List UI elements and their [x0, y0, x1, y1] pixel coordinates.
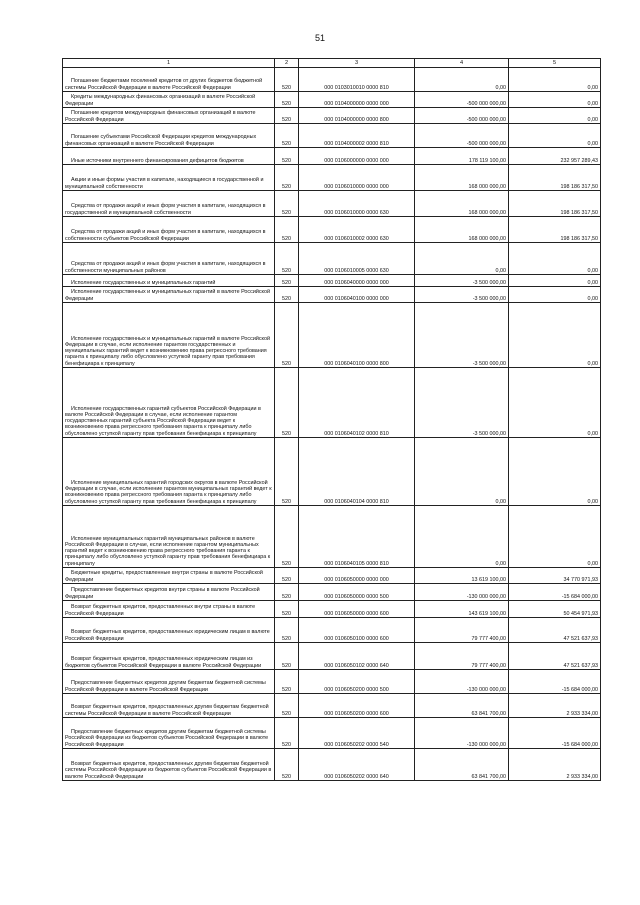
row-executed-amount-cell: 0,00	[509, 243, 601, 275]
table-row	[63, 148, 601, 165]
row-name-cell: Возврат бюджетных кредитов, предоставленных юридическим лицам в валюте Российской Федерации	[63, 618, 275, 643]
page-number: 51	[314, 33, 325, 43]
table-row	[63, 217, 601, 243]
row-approved-amount-cell: 143 619 100,00	[415, 601, 509, 618]
row-admin-code-cell: 520	[275, 148, 299, 165]
header-col-4: 4	[415, 59, 509, 68]
row-budget-code-cell: 000 0106010002 0000 630	[299, 217, 415, 243]
row-executed-amount-cell: 47 521 637,93	[509, 643, 601, 670]
row-budget-code-cell: 000 0106010000 0000 630	[299, 191, 415, 217]
row-executed-amount-cell: -15 684 000,00	[509, 670, 601, 694]
row-approved-amount-cell: -130 000 000,00	[415, 584, 509, 601]
row-budget-code-cell: 000 0106040104 0000 810	[299, 438, 415, 506]
row-executed-amount-cell: 0,00	[509, 368, 601, 438]
row-name-cell: Погашение кредитов международных финансовых организаций в валюте Российской Федерации	[63, 108, 275, 124]
table-row	[63, 506, 601, 568]
row-name-cell: Исполнение государственных и муниципальных гарантий в валюте Российской Федерации	[63, 287, 275, 303]
row-approved-amount-cell: 0,00	[415, 506, 509, 568]
row-approved-amount-cell: -130 000 000,00	[415, 718, 509, 749]
row-name-cell: Средства от продажи акций и иных форм участия в капитале, находящихся в собственности субъектов Российской Федерации	[63, 217, 275, 243]
row-admin-code-cell: 520	[275, 749, 299, 781]
row-budget-code-cell: 000 0106040100 0000 000	[299, 287, 415, 303]
row-name-cell: Кредиты международных финансовых организаций в валюте Российской Федерации	[63, 92, 275, 108]
table-row	[63, 618, 601, 643]
row-executed-amount-cell: 2 933 334,00	[509, 694, 601, 718]
table-row	[63, 584, 601, 601]
row-budget-code-cell: 000 0106050102 0000 640	[299, 643, 415, 670]
row-executed-amount-cell: 50 454 971,93	[509, 601, 601, 618]
row-name-cell: Иные источники внутреннего финансирования дефицитов бюджетов	[63, 148, 275, 165]
row-executed-amount-cell: -15 684 000,00	[509, 584, 601, 601]
row-budget-code-cell: 000 0106050000 0000 500	[299, 584, 415, 601]
row-name-cell: Исполнение государственных и муниципальных гарантий	[63, 275, 275, 287]
row-approved-amount-cell: 0,00	[415, 68, 509, 92]
row-budget-code-cell: 000 0106050202 0000 640	[299, 749, 415, 781]
row-approved-amount-cell: -130 000 000,00	[415, 670, 509, 694]
row-admin-code-cell: 520	[275, 191, 299, 217]
row-approved-amount-cell: -3 500 000,00	[415, 287, 509, 303]
row-budget-code-cell: 000 0106050200 0000 500	[299, 670, 415, 694]
table-row	[63, 718, 601, 749]
row-admin-code-cell: 520	[275, 670, 299, 694]
row-admin-code-cell: 520	[275, 217, 299, 243]
row-approved-amount-cell: -3 500 000,00	[415, 368, 509, 438]
row-admin-code-cell: 520	[275, 618, 299, 643]
row-approved-amount-cell: 79 777 400,00	[415, 618, 509, 643]
table-row	[63, 124, 601, 148]
row-executed-amount-cell: 198 186 317,50	[509, 191, 601, 217]
row-approved-amount-cell: 168 000 000,00	[415, 217, 509, 243]
row-approved-amount-cell: 0,00	[415, 438, 509, 506]
row-executed-amount-cell: 0,00	[509, 108, 601, 124]
row-approved-amount-cell: 63 841 700,00	[415, 694, 509, 718]
row-admin-code-cell: 520	[275, 108, 299, 124]
row-budget-code-cell: 000 0106000000 0000 000	[299, 148, 415, 165]
row-budget-code-cell: 000 0106040100 0000 800	[299, 303, 415, 368]
row-executed-amount-cell: 232 957 289,43	[509, 148, 601, 165]
row-name-cell: Исполнение муниципальных гарантий муниципальных районов в валюте Российской Федерации в случае, если исполнение гарантом муниципальных гарантий ведет к возникновению права регрессного требования гаранта к принципалу либо обусловлено уступкой гаранту прав требования бенефициара к принципалу	[63, 506, 275, 568]
row-executed-amount-cell: 0,00	[509, 92, 601, 108]
row-executed-amount-cell: 47 521 637,93	[509, 618, 601, 643]
row-name-cell: Исполнение государственных гарантий субъектов Российской Федерации в валюте Российской Федерации в случае, если исполнение гарантом государственных гарантий субъекта Российской Федерации ведет к возникновению права регрессного требования гаранта к принципалу либо обусловлено уступкой гаранту прав требования бенефициара к принципалу	[63, 368, 275, 438]
row-name-cell: Исполнение муниципальных гарантий городских округов в валюте Российской Федерации в случае, если исполнение гарантом муниципальных гарантий ведет к возникновению права регрессного требования гаранта к принципалу либо обусловлено уступкой гаранту прав требования бенефициара к принципалу	[63, 438, 275, 506]
row-executed-amount-cell: 0,00	[509, 68, 601, 92]
row-budget-code-cell: 000 0104000000 0000 000	[299, 92, 415, 108]
table-row	[63, 287, 601, 303]
row-approved-amount-cell: -500 000 000,00	[415, 92, 509, 108]
row-budget-code-cell: 000 0106040102 0000 810	[299, 368, 415, 438]
table-row	[63, 191, 601, 217]
row-admin-code-cell: 520	[275, 601, 299, 618]
row-admin-code-cell: 520	[275, 303, 299, 368]
row-approved-amount-cell: 79 777 400,00	[415, 643, 509, 670]
row-approved-amount-cell: -3 500 000,00	[415, 275, 509, 287]
row-executed-amount-cell: 0,00	[509, 275, 601, 287]
row-name-cell: Средства от продажи акций и иных форм участия в капитале, находящихся в собственности муниципальных районов	[63, 243, 275, 275]
row-name-cell: Предоставление бюджетных кредитов внутри страны в валюте Российской Федерации	[63, 584, 275, 601]
budget-sources-table	[62, 58, 601, 781]
row-executed-amount-cell: 0,00	[509, 303, 601, 368]
row-budget-code-cell: 000 0106010005 0000 630	[299, 243, 415, 275]
row-name-cell: Погашение субъектами Российской Федерации кредитов международных финансовых организаций в валюте Российской Федерации	[63, 124, 275, 148]
row-name-cell: Предоставление бюджетных кредитов другим бюджетам бюджетной системы Российской Федерации в валюте Российской Федерации	[63, 670, 275, 694]
row-approved-amount-cell: 13 619 100,00	[415, 568, 509, 584]
row-name-cell: Погашение бюджетами поселений кредитов от других бюджетов бюджетной системы Российской Федерации в валюте Российской Федерации	[63, 68, 275, 92]
row-admin-code-cell: 520	[275, 584, 299, 601]
row-executed-amount-cell: 2 933 334,00	[509, 749, 601, 781]
table-body	[63, 68, 601, 781]
row-budget-code-cell: 000 0104000002 0000 810	[299, 124, 415, 148]
row-executed-amount-cell: 0,00	[509, 438, 601, 506]
header-col-2: 2	[275, 59, 299, 68]
row-name-cell: Предоставление бюджетных кредитов другим бюджетам бюджетной системы Российской Федерации из бюджетов субъектов Российской Федерации в валюте Российской Федерации	[63, 718, 275, 749]
row-budget-code-cell: 000 0106050000 0000 000	[299, 568, 415, 584]
row-budget-code-cell: 000 0106050202 0000 540	[299, 718, 415, 749]
row-executed-amount-cell: 198 186 317,50	[509, 217, 601, 243]
row-approved-amount-cell: -3 500 000,00	[415, 303, 509, 368]
table-row	[63, 694, 601, 718]
row-approved-amount-cell: 168 000 000,00	[415, 191, 509, 217]
table-row	[63, 243, 601, 275]
header-col-1: 1	[63, 59, 275, 68]
table-row	[63, 165, 601, 191]
row-admin-code-cell: 520	[275, 643, 299, 670]
row-admin-code-cell: 520	[275, 506, 299, 568]
row-admin-code-cell: 520	[275, 92, 299, 108]
table-row	[63, 643, 601, 670]
table-row	[63, 438, 601, 506]
row-admin-code-cell: 520	[275, 124, 299, 148]
row-admin-code-cell: 520	[275, 718, 299, 749]
row-name-cell: Возврат бюджетных кредитов, предоставленных внутри страны в валюте Российской Федерации	[63, 601, 275, 618]
table-row	[63, 68, 601, 92]
row-admin-code-cell: 520	[275, 694, 299, 718]
table-row	[63, 303, 601, 368]
row-name-cell: Средства от продажи акций и иных форм участия в капитале, находящихся в государственной и муниципальной собственности	[63, 191, 275, 217]
row-approved-amount-cell: 0,00	[415, 243, 509, 275]
row-admin-code-cell: 520	[275, 568, 299, 584]
table-row	[63, 601, 601, 618]
row-executed-amount-cell: 0,00	[509, 287, 601, 303]
row-admin-code-cell: 520	[275, 243, 299, 275]
row-approved-amount-cell: 178 119 100,00	[415, 148, 509, 165]
row-approved-amount-cell: 63 841 700,00	[415, 749, 509, 781]
row-admin-code-cell: 520	[275, 165, 299, 191]
row-name-cell: Бюджетные кредиты, предоставленные внутри страны в валюте Российской Федерации	[63, 568, 275, 584]
row-budget-code-cell: 000 0104000000 0000 800	[299, 108, 415, 124]
table-row	[63, 92, 601, 108]
row-admin-code-cell: 520	[275, 438, 299, 506]
table-header-row	[63, 59, 601, 68]
table-row	[63, 568, 601, 584]
table-row	[63, 368, 601, 438]
row-budget-code-cell: 000 0106040000 0000 000	[299, 275, 415, 287]
row-name-cell: Акции и иные формы участия в капитале, находящиеся в государственной и муниципальной собственности	[63, 165, 275, 191]
row-name-cell: Возврат бюджетных кредитов, предоставленных другим бюджетам бюджетной системы Российской Федерации из бюджетов субъектов Российской Федерации в валюте Российской Федерации	[63, 749, 275, 781]
row-name-cell: Исполнение государственных и муниципальных гарантий в валюте Российской Федерации в случае, если исполнение гарантом государственных и муниципальных гарантий ведет к возникновению права регрессного требования гаранта к принципалу либо обусловлено уступкой гаранту прав требования бенефициара к принципалу	[63, 303, 275, 368]
row-executed-amount-cell: 198 186 317,50	[509, 165, 601, 191]
row-name-cell: Возврат бюджетных кредитов, предоставленных другим бюджетам бюджетной системы Российской Федерации в валюте Российской Федерации	[63, 694, 275, 718]
row-budget-code-cell: 000 0106050000 0000 600	[299, 601, 415, 618]
row-name-cell: Возврат бюджетных кредитов, предоставленных юридическим лицам из бюджетов субъектов Российской Федерации в валюте Российской Федерации	[63, 643, 275, 670]
row-admin-code-cell: 520	[275, 275, 299, 287]
row-executed-amount-cell: 0,00	[509, 506, 601, 568]
row-admin-code-cell: 520	[275, 68, 299, 92]
table-row	[63, 749, 601, 781]
header-col-5: 5	[509, 59, 601, 68]
row-budget-code-cell: 000 0106050100 0000 600	[299, 618, 415, 643]
row-approved-amount-cell: -500 000 000,00	[415, 124, 509, 148]
row-admin-code-cell: 520	[275, 287, 299, 303]
row-budget-code-cell: 000 0106050200 0000 600	[299, 694, 415, 718]
table-row	[63, 108, 601, 124]
row-executed-amount-cell: 34 770 971,93	[509, 568, 601, 584]
row-budget-code-cell: 000 0106010000 0000 000	[299, 165, 415, 191]
header-col-3: 3	[299, 59, 415, 68]
table-row	[63, 275, 601, 287]
row-executed-amount-cell: -15 684 000,00	[509, 718, 601, 749]
row-admin-code-cell: 520	[275, 368, 299, 438]
row-executed-amount-cell: 0,00	[509, 124, 601, 148]
table-row	[63, 670, 601, 694]
row-approved-amount-cell: 168 000 000,00	[415, 165, 509, 191]
row-budget-code-cell: 000 0103010010 0000 810	[299, 68, 415, 92]
row-approved-amount-cell: -500 000 000,00	[415, 108, 509, 124]
row-budget-code-cell: 000 0106040105 0000 810	[299, 506, 415, 568]
